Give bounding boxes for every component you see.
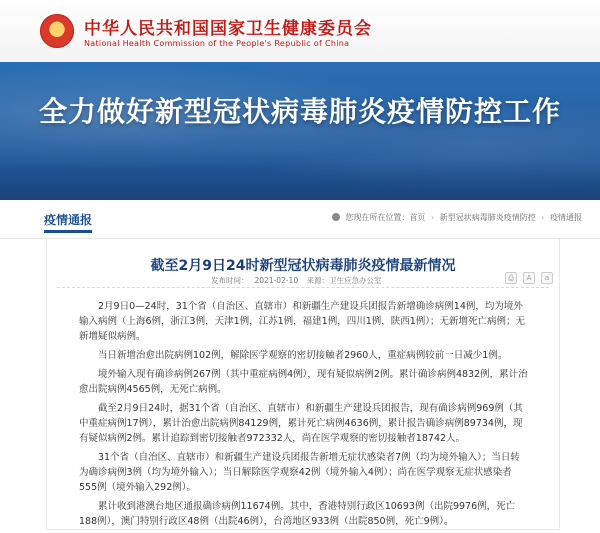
article-card bbox=[46, 238, 560, 530]
paragraph-6: 累计收到港澳台地区通报确诊病例11674例。其中，香港特别行政区10693例（出院9976例，死亡188例），澳门特别行政区48例（出院46例），台湾地区933例（出院850例，死亡9例）。 bbox=[79, 501, 516, 527]
published-label: 发布时间： bbox=[211, 276, 249, 285]
article-source: 来源：卫生应急办公室 bbox=[306, 276, 382, 285]
hero-banner bbox=[0, 62, 600, 200]
font-smaller-icon[interactable]: a bbox=[541, 272, 553, 284]
paragraph-4: 截至2月9日24时，据31个省（自治区、直辖市）和新疆生产建设兵团报告，现有确诊病例969例（其中重症病例17例），累计治愈出院病例84129例，累计死亡病例4636例，累计报告确诊病例89734例，现有疑似病例2例。累计追踪到密切接触者972332人，尚在医学观察的密切接触者18742人。 bbox=[79, 403, 523, 444]
article-meta bbox=[211, 275, 387, 286]
breadcrumb-separator: › bbox=[541, 213, 545, 222]
breadcrumb bbox=[332, 212, 582, 223]
banner-title: 全力做好新型冠状病毒肺炎疫情防控工作 bbox=[38, 95, 561, 128]
section-title[interactable]: 疫情通报 bbox=[44, 213, 93, 227]
paragraph-3: 境外输入现有确诊病例267例（其中重症病例4例），现有疑似病例2例。累计确诊病例4832例，累计治愈出院病例4565例，无死亡病例。 bbox=[79, 369, 528, 395]
paragraph-5: 31个省（自治区、直辖市）和新疆生产建设兵团报告新增无症状感染者7例（均为境外输入）；当日转为确诊病例3例（均为境外输入）；当日解除医学观察42例（境外输入4例）；尚在医学观察无症状感染者555例（境外输入292例）。 bbox=[79, 452, 520, 493]
org-name-en: National Health Commission of the People's Republic of China bbox=[84, 39, 350, 48]
section-title-underline bbox=[44, 230, 92, 233]
national-emblem-icon bbox=[40, 14, 74, 48]
article-title: 截至2月9日24时新型冠状病毒肺炎疫情最新情况 bbox=[150, 258, 456, 274]
breadcrumb-covid[interactable]: 新型冠状病毒肺炎疫情防控 bbox=[439, 213, 536, 222]
paragraph-1: 2月9日0—24时，31个省（自治区、直辖市）和新疆生产建设兵团报告新增确诊病例14例，均为境外输入病例（上海6例，浙江3例，天津1例，江苏1例，福建1例，四川1例，陕西1例）；无新增死亡病例；无新增疑似病例。 bbox=[79, 301, 526, 342]
print-icon[interactable]: ⎙ bbox=[505, 272, 517, 284]
breadcrumb-separator: › bbox=[430, 213, 435, 222]
breadcrumb-current[interactable]: 疫情通报 bbox=[550, 213, 582, 222]
breadcrumb-home[interactable]: 您现在所在位置：首页 bbox=[345, 213, 426, 222]
section-nav bbox=[0, 200, 600, 239]
paragraph-2: 当日新增治愈出院病例102例，解除医学观察的密切接触者2960人，重症病例较前一日减少1例。 bbox=[98, 350, 508, 361]
article-tools bbox=[505, 272, 553, 284]
published-date: 2021-02-10 bbox=[254, 276, 299, 285]
site-header bbox=[0, 0, 600, 63]
article-content bbox=[79, 299, 529, 533]
font-larger-icon[interactable]: A bbox=[523, 272, 535, 284]
org-name-cn[interactable]: 中华人民共和国国家卫生健康委员会 bbox=[84, 19, 372, 39]
title-divider bbox=[57, 287, 549, 288]
home-icon bbox=[332, 213, 340, 221]
